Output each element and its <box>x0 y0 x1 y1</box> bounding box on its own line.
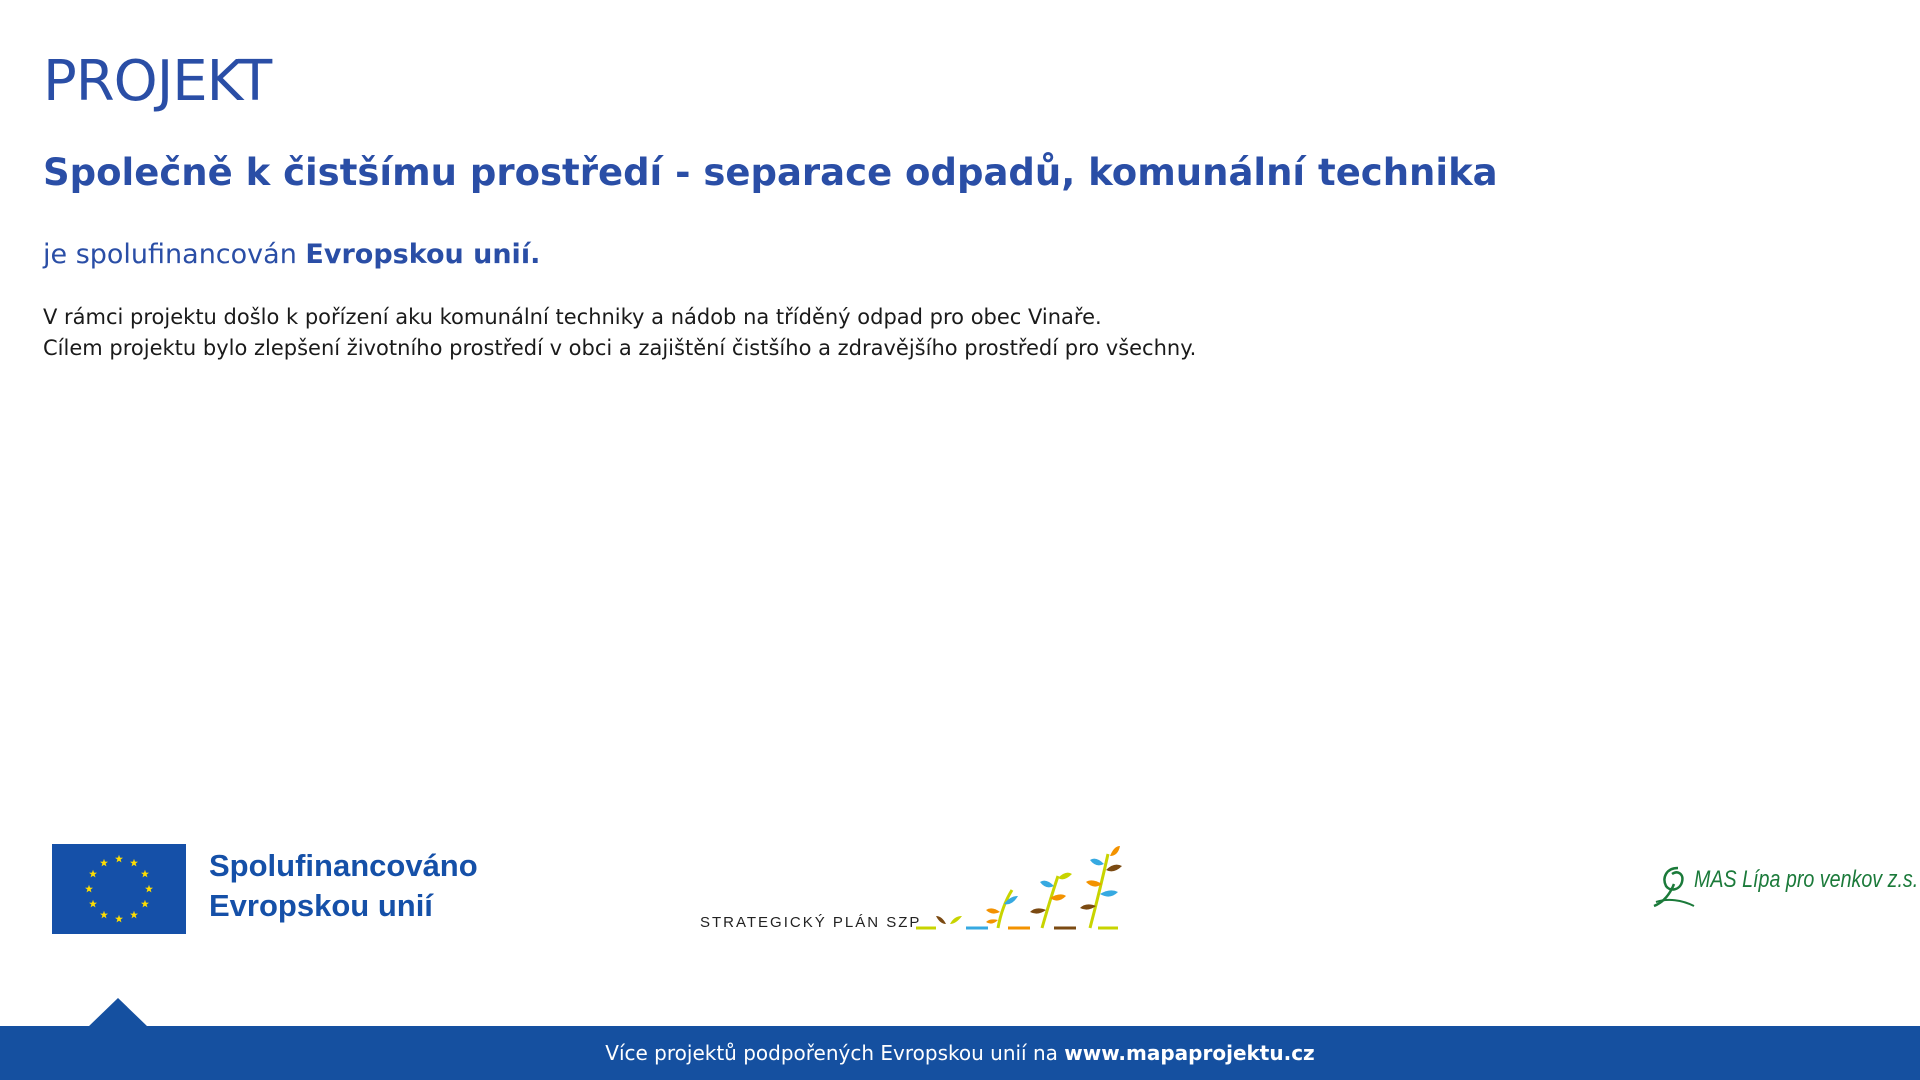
szp-logo <box>698 840 1138 940</box>
eu-star-icon <box>141 870 149 878</box>
eu-star-icon <box>85 885 93 893</box>
footer-text: Více projektů podpořených Evropskou unií na <box>605 1041 1065 1065</box>
eu-star-icon <box>141 900 149 908</box>
eu-star-icon <box>115 915 123 923</box>
eu-logo-line: Evropskou unií <box>209 888 433 923</box>
mas-logo-text: MAS Lípa pro venkov z.s. <box>1694 866 1919 893</box>
eu-star-icon <box>145 885 153 893</box>
eu-star-icon <box>89 900 97 908</box>
linden-leaf-icon <box>1652 862 1696 910</box>
page-heading: PROJEKT <box>43 49 272 114</box>
eu-star-icon <box>89 870 97 878</box>
footer-notch <box>88 998 148 1027</box>
eu-star-icon <box>100 911 108 919</box>
footer-link[interactable]: www.mapaprojektu.cz <box>1064 1041 1315 1065</box>
cofinanced-statement <box>43 236 540 274</box>
footer-bar <box>0 1026 1920 1080</box>
description-line: Cílem projektu bylo zlepšení životního prostředí v obci a zajištění čistšího a zdravějšího prostředí pro všechny. <box>43 336 1197 360</box>
eu-flag-icon <box>52 844 186 934</box>
description-line: V rámci projektu došlo k pořízení aku komunální techniky a nádob na tříděný odpad pro obec Vinaře. <box>43 305 1102 329</box>
project-description <box>43 302 1196 364</box>
sprouts-icon <box>914 840 1134 940</box>
eu-star-icon <box>130 911 138 919</box>
eu-star-icon <box>130 859 138 867</box>
mas-lipa-logo <box>1652 862 1919 910</box>
project-title: Společně k čistšímu prostředí - separace odpadů, komunální technika <box>43 151 1498 194</box>
szp-logo-text: STRATEGICKÝ PLÁN SZP <box>700 914 922 931</box>
cofinanced-eu: Evropskou unií. <box>305 239 541 270</box>
eu-logo-line: Spolufinancováno <box>209 848 478 883</box>
eu-star-icon <box>115 855 123 863</box>
eu-logo-text <box>209 846 478 926</box>
eu-star-icon <box>100 859 108 867</box>
eu-cofinancing-logo <box>52 844 478 934</box>
cofinanced-prefix: je spolufinancován <box>43 239 306 270</box>
